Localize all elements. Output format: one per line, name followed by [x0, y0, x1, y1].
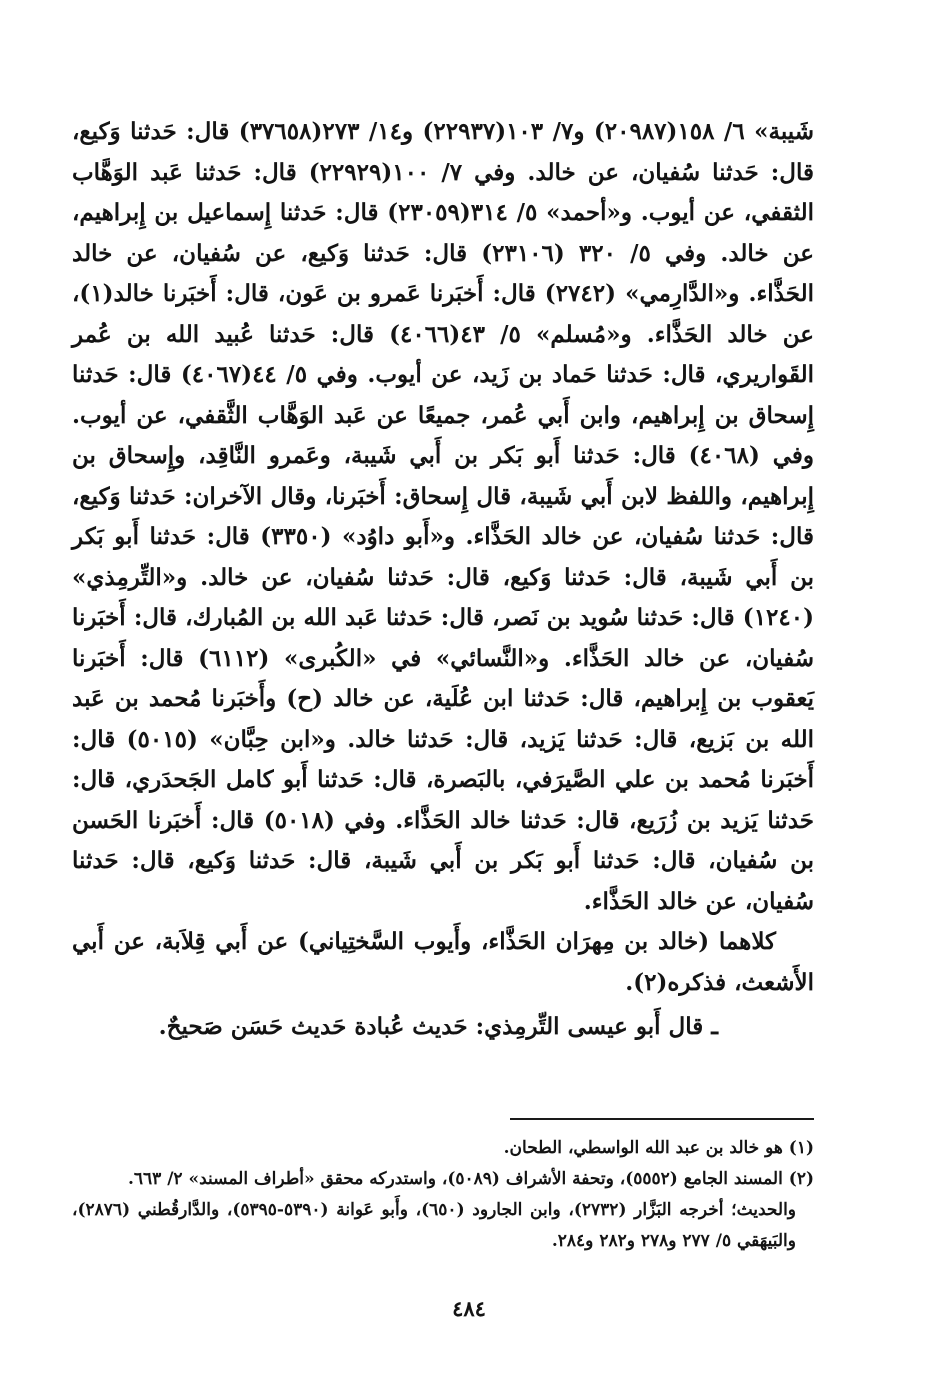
footnote-2-continuation: والحديث؛ أخرجه البَزَّار (٢٧٣٢)، وابن الجارود (٦٥٠)، وأَبو عَوانة (٥٣٩٠-٥٣٩٥)، والدَّارقُطني (٢٨٧٦)، والبَيهَقي ٥/ ٢٧٧ و٢٧٨ و٢٨٢ و٢٨٤.	[72, 1200, 797, 1251]
footnotes-section	[72, 1133, 814, 1257]
footnote-1: (١) هو خالد بن عبد الله الواسطي، الطحان.	[503, 1138, 814, 1158]
page-number: ٤٨٤	[452, 1296, 486, 1321]
hadith-chain-text: شَيبة» ٦/ ١٥٨(٢٠٩٨٧) و٧/ ١٠٣(٢٢٩٣٧) و١٤/ ٢٧٣(٣٧٦٥٨) قال: حَدثنا وَكيع، قال: حَدثنا سُفيان، عن خالد. وفي ٧/ ١٠٠(٢٢٩٢٩) قال: حَدثنا عَبد الوَهَّاب الثقفي، عن أيوب. و«أحمد» ٥/ ٣١٤(٢٣٠٥٩) قال: حَدثنا إِسماعيل بن إِبراهيم، عن خالد. وفي ٥/ ٣٢٠ (٢٣١٠٦) قال: حَدثنا وَكيع، عن سُفيان، عن خالد الحَذَّاء. و«الدَّارِمي» (٢٧٤٢) قال: أَخبَرنا عَمرو بن عَون، قال: أَخبَرنا خالد(١)، عن خالد الحَذَّاء. و«مُسلم» ٥/ ٤٣(٤٠٦٦) قال: حَدثنا عُبيد الله بن عُمر القَواريري، قال: حَدثنا حَماد بن زَيد، عن أيوب. وفي ٥/ ٤٤(٤٠٦٧) قال: حَدثنا إِسحاق بن إِبراهيم، وابن أَبي عُمر، جميعًا عن عَبد الوَهَّاب الثَّقفي، عن أيوب. وفي (٤٠٦٨) قال: حَدثنا أَبو بَكر بن أَبي شَيبة، وعَمرو النَّاقِد، وإِسحاق بن إِبراهيم، واللفظ لابن أَبي شَيبة، قال إِسحاق: أَخبَرنا، وقال الآخران: حَدثنا وَكيع، قال: حَدثنا سُفيان، عن خالد الحَذَّاء. و«أَبو داوُد» (٣٣٥٠) قال: حَدثنا أَبو بَكر بن أَبي شَيبة، قال: حَدثنا وَكيع، قال: حَدثنا سُفيان، عن خالد. و«التِّرمِذي» (١٢٤٠) قال: حَدثنا سُويد بن نَصر، قال: حَدثنا عَبد الله بن المُبارك، قال: أَخبَرنا سُفيان، عن خالد الحَذَّاء. و«النَّسائي» في «الكُبرى» (٦١١٢) قال: أَخبَرنا يَعقوب بن إِبراهيم، قال: حَدثنا ابن عُلَية، عن خالد (ح) وأَخبَرنا مُحمد بن عَبد الله بن بَزيع، قال: حَدثنا يَزيد، قال: حَدثنا خالد. و«ابن حِبَّان» (٥٠١٥) قال: أَخبَرنا مُحمد بن علي الصَّيرَفي، بالبَصرة، قال: حَدثنا أَبو كامل الجَحدَري، قال: حَدثنا يَزيد بن زُرَيع، قال: حَدثنا خالد الحَذَّاء. وفي (٥٠١٨) قال: أَخبَرنا الحَسن بن سُفيان، قال: حَدثنا أَبو بَكر بن أَبي شَيبة، قال: حَدثنا وَكيع، قال: حَدثنا سُفيان، عن خالد الحَذَّاء.	[72, 118, 815, 915]
combined-narration-paragraph: كلاهما (خالد بن مِهرَان الحَذَّاء، وأَيوب السَّختِياني) عن أَبي قِلاَبة، عن أَبي الأَشعث، فذكره(٢).	[72, 928, 814, 996]
footnote-2: (٢) المسند الجامع (٥٥٥٢)، وتحفة الأشراف (٥٠٨٩)، واستدركه محقق «أطراف المسند» ٢/ ٦٦٣.	[127, 1169, 814, 1189]
main-text-block	[72, 112, 814, 1048]
footnote-divider	[510, 1118, 814, 1120]
tirmidhi-grading-quote: ـ قال أَبو عيسى التِّرمِذي: حَديث عُبادة حَديث حَسَن صَحيحٌ.	[158, 1013, 718, 1040]
